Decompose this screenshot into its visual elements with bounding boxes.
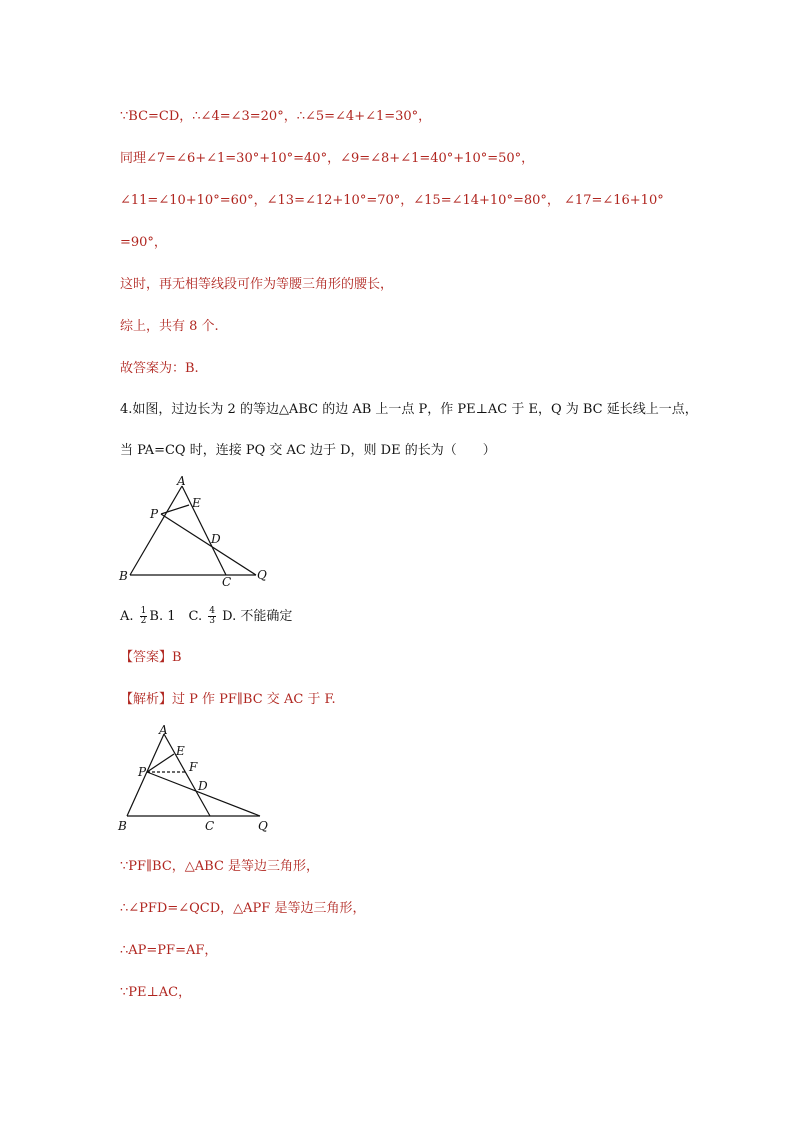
answer-tag: 【答案】 [120, 650, 173, 665]
analysis-text: 过 P 作 PF∥BC 交 AC 于 F. [172, 692, 336, 707]
label-d: D [198, 779, 208, 793]
analysis-line [120, 691, 336, 709]
answer-line [120, 649, 182, 667]
fraction-denominator: 3 [209, 616, 215, 626]
label-q: Q [257, 568, 267, 582]
solution-line-1: ∵BC=CD，∴∠4=∠3=20°，∴∠5=∠4+∠1=30°， [120, 109, 432, 124]
segment-pq [161, 514, 256, 575]
fraction-numerator: 4 [209, 606, 215, 616]
side-ab [130, 486, 182, 575]
solution-line-3: ∠11=∠10+10°=60°，∠13=∠12+10°=70°，∠15=∠14+10°=80°， ∠17=∠16+10° [120, 193, 664, 208]
solution-line-2: 同理∠7=∠6+∠1=30°+10°=40°，∠9=∠8+∠1=40°+10°=50°， [120, 151, 535, 166]
step-line-4: ∵PE⊥AC， [120, 985, 192, 1000]
label-e: E [176, 744, 185, 758]
step-line-3: ∴AP=PF=AF， [120, 943, 218, 958]
label-c: C [205, 819, 215, 833]
label-d: D [211, 532, 221, 546]
label-a: A [159, 723, 168, 737]
label-c: C [222, 575, 232, 589]
triangle-figure-1 [110, 470, 280, 590]
question-line-1: 4.如图，过边长为 2 的等边△ABC 的边 AB 上一点 P，作 PE⊥AC 于 E，Q 为 BC 延长线上一点， [120, 402, 698, 417]
label-p: P [138, 765, 147, 779]
triangle-figure-2 [110, 722, 285, 837]
side-ac [182, 486, 226, 575]
fraction-denominator: 2 [140, 616, 147, 626]
solution-line-7: 故答案为：B. [120, 361, 199, 376]
option-d-text: D. 不能确定 [222, 609, 293, 624]
fraction-numerator: 1 [140, 606, 147, 616]
step-line-1: ∵PF∥BC，△ABC 是等边三角形， [120, 859, 320, 874]
answer-value: B [172, 650, 182, 665]
fraction-four-thirds [208, 607, 216, 626]
label-a: A [177, 474, 186, 488]
solution-line-5: 这时，再无相等线段可作为等腰三角形的腰长， [120, 277, 394, 292]
analysis-tag: 【解析】 [120, 692, 173, 707]
solution-line-6: 综上，共有 8 个. [120, 319, 219, 334]
options-line [120, 607, 292, 626]
label-b: B [118, 819, 127, 833]
label-b: B [119, 569, 128, 583]
fraction-one-half [140, 607, 148, 626]
solution-line-4: =90°， [120, 235, 167, 250]
question-line-2: 当 PA=CQ 时，连接 PQ 交 AC 边于 D，则 DE 的长为（ ） [120, 443, 496, 458]
label-p: P [150, 507, 159, 521]
side-ac [164, 734, 210, 816]
label-f: F [189, 760, 198, 774]
segment-pe [161, 505, 189, 514]
label-e: E [192, 496, 201, 510]
label-q: Q [258, 819, 268, 833]
option-b-c-text: B. 1 C. [149, 609, 203, 624]
option-a-label: A. [120, 609, 134, 624]
step-line-2: ∴∠PFD=∠QCD，△APF 是等边三角形， [120, 901, 366, 916]
